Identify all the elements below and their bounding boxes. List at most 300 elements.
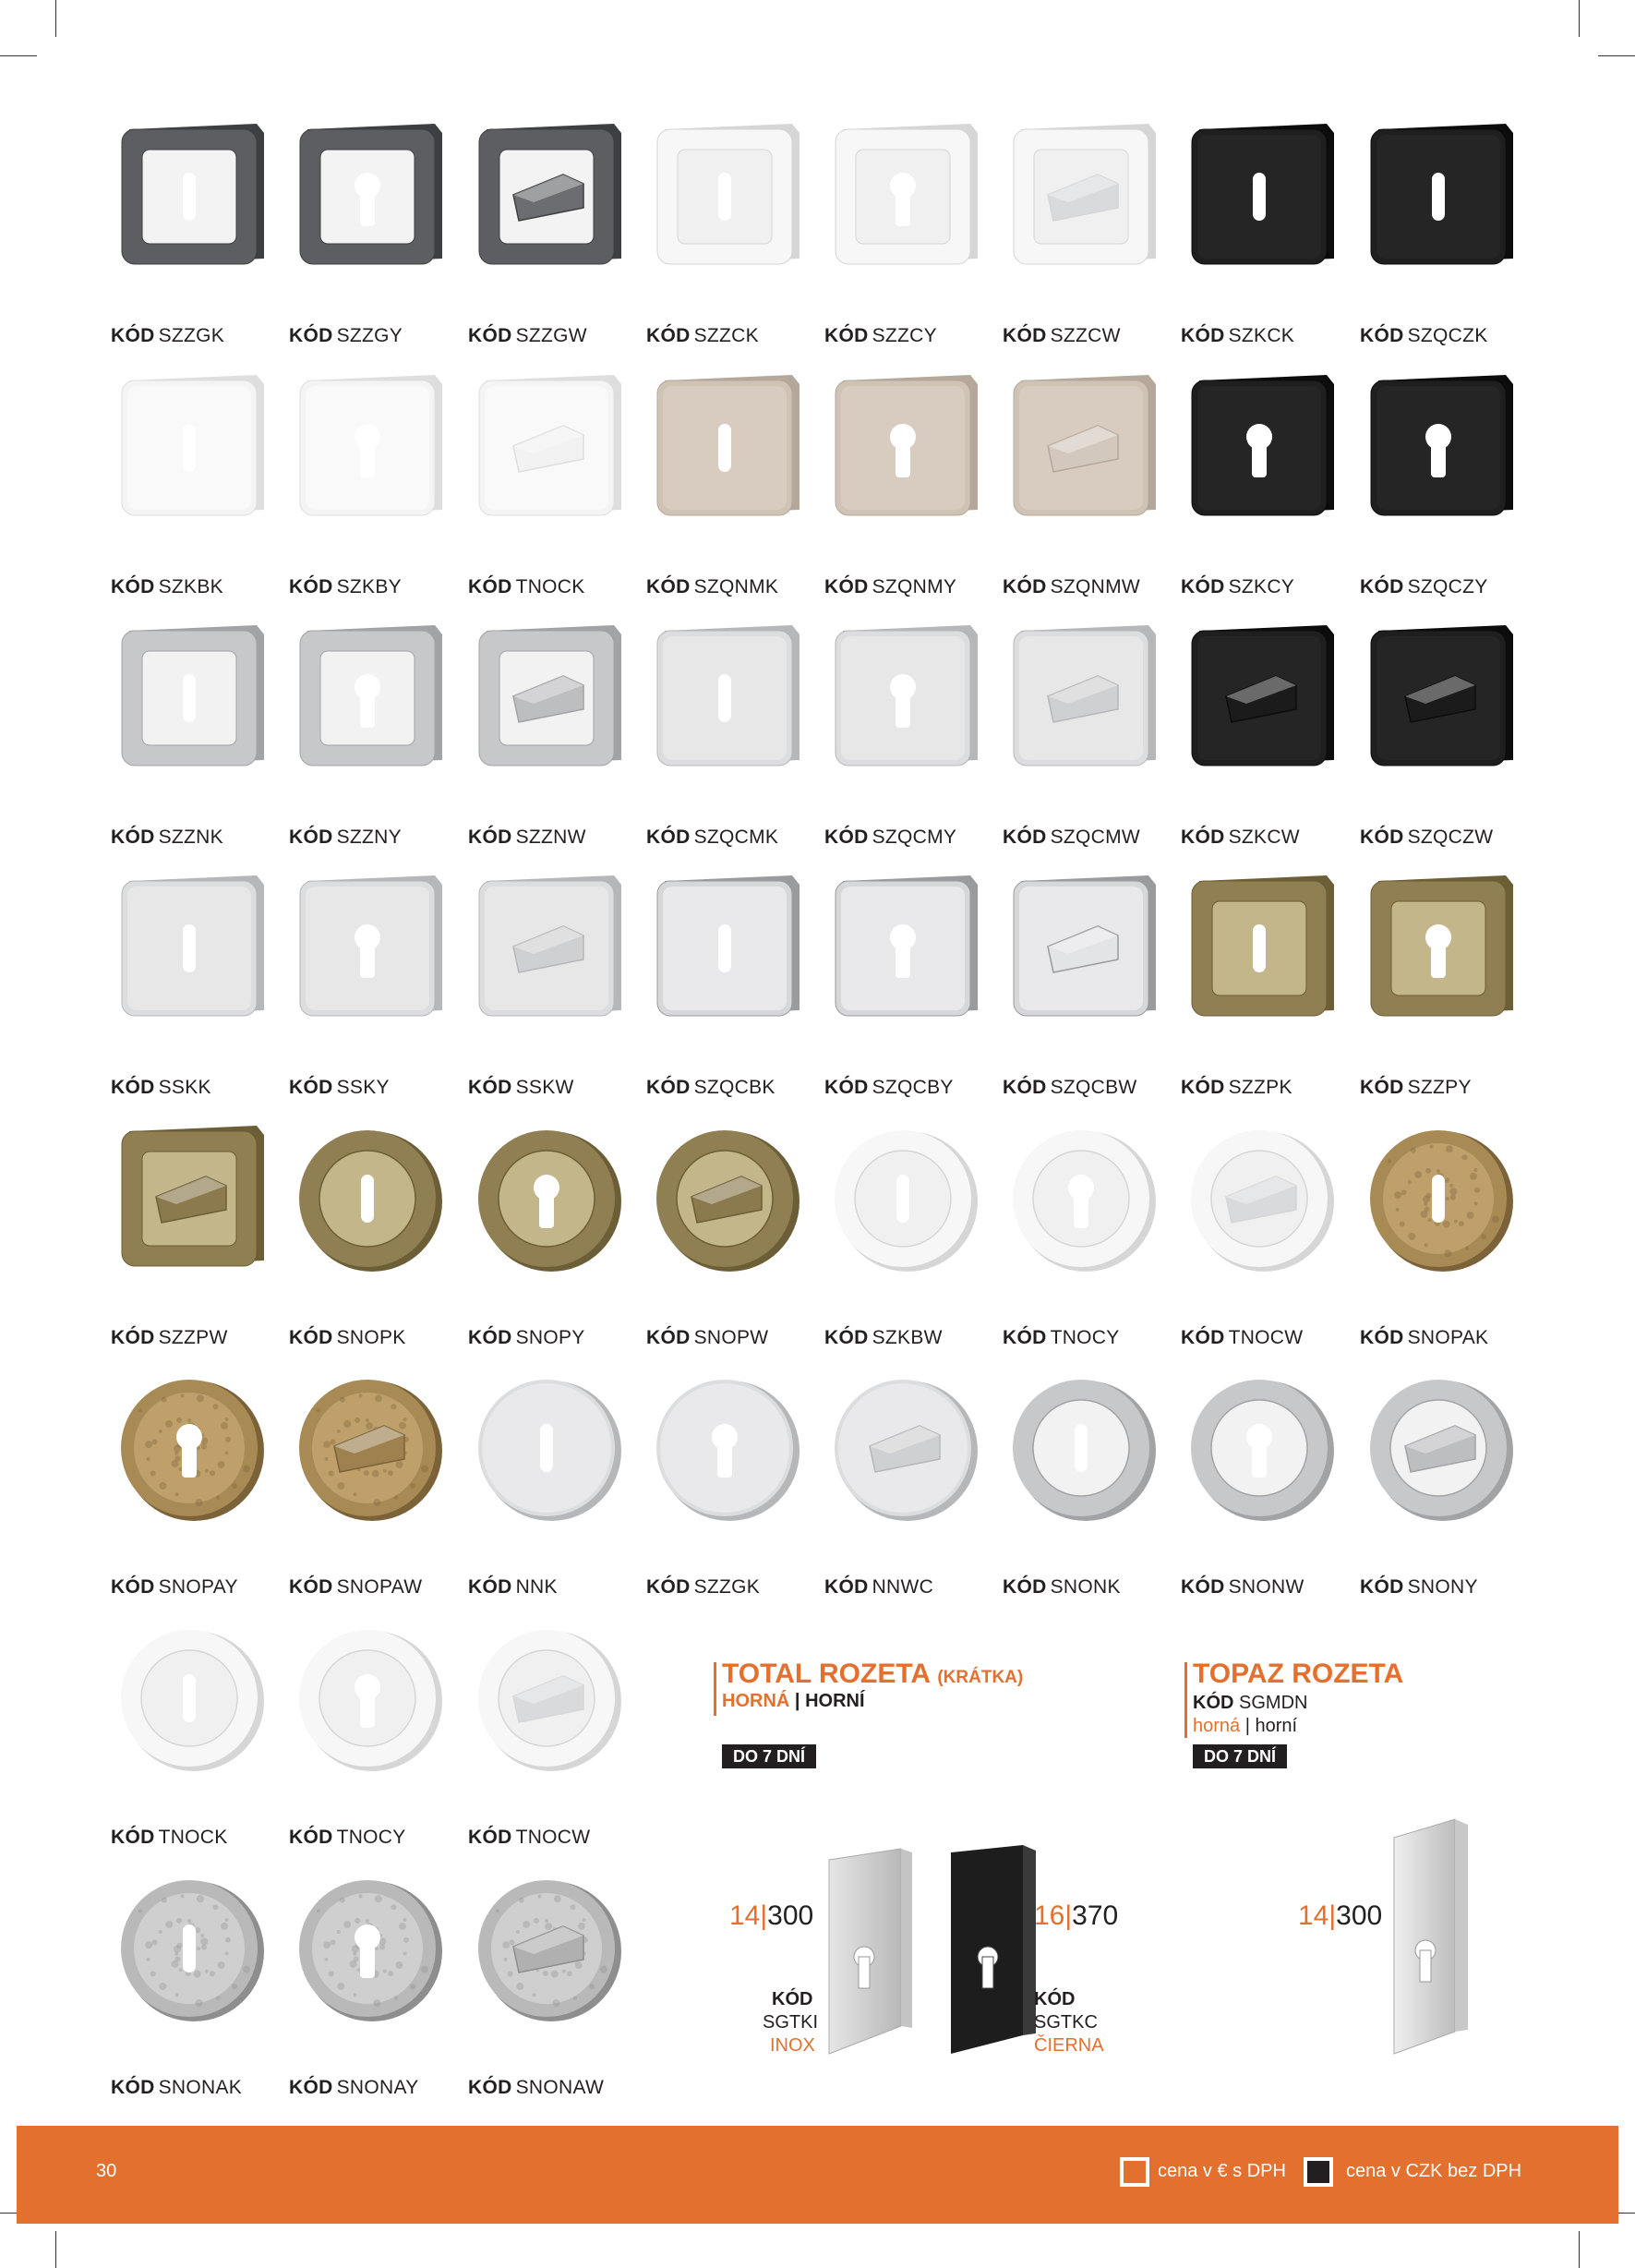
kod-label: KÓD bbox=[824, 826, 869, 848]
kod-label: KÓD bbox=[1003, 1077, 1047, 1098]
kod-label: KÓD bbox=[289, 826, 333, 848]
product-code bbox=[468, 826, 586, 849]
product-card bbox=[111, 120, 286, 346]
product-code bbox=[824, 1077, 954, 1099]
keyhole-icon bbox=[540, 1424, 553, 1472]
keyhole-icon bbox=[1432, 1175, 1445, 1223]
product-card bbox=[289, 1122, 464, 1348]
page-number: 30 bbox=[96, 2161, 117, 2181]
rosette-image bbox=[646, 120, 817, 282]
rosette-image bbox=[1360, 1371, 1531, 1533]
product-card bbox=[1003, 1122, 1178, 1348]
product-card bbox=[824, 120, 1000, 346]
section-rule bbox=[1184, 1662, 1187, 1738]
product-code-value: SZQCZY bbox=[1407, 576, 1488, 597]
product-card bbox=[289, 120, 464, 346]
kod-label: KÓD bbox=[1003, 576, 1047, 597]
product-code bbox=[1360, 1077, 1472, 1099]
kod-label: KÓD bbox=[468, 1327, 512, 1348]
product-code-value: NNWC bbox=[872, 1576, 934, 1598]
product-code bbox=[824, 1327, 943, 1349]
product-code-value: SZZPY bbox=[1407, 1077, 1472, 1098]
rosette-image bbox=[111, 120, 282, 282]
product-code bbox=[824, 576, 956, 598]
product-code-value: SNOPAY bbox=[158, 1576, 238, 1598]
product-code bbox=[289, 2077, 419, 2099]
product-code-value: TNOCK bbox=[515, 576, 585, 597]
product-code bbox=[111, 1327, 228, 1349]
rosette-image bbox=[468, 1622, 639, 1783]
kod-label: KÓD bbox=[1360, 576, 1404, 597]
rosette-image bbox=[111, 1622, 282, 1783]
rosette-image bbox=[289, 1371, 460, 1533]
kod-label: KÓD bbox=[824, 325, 869, 346]
keyhole-icon bbox=[1432, 173, 1445, 221]
product-code bbox=[1181, 1576, 1304, 1598]
product-code bbox=[111, 325, 224, 347]
rosette-image bbox=[646, 872, 817, 1033]
product-code bbox=[289, 325, 403, 347]
product-code bbox=[1360, 1327, 1488, 1349]
product-code bbox=[111, 1576, 238, 1598]
kod-label: KÓD bbox=[646, 1327, 691, 1348]
product-code bbox=[646, 1576, 760, 1598]
product-code-value: TNOCY bbox=[1050, 1327, 1120, 1348]
product-code bbox=[1360, 325, 1488, 347]
total-price-2: 16|370 bbox=[1034, 1900, 1119, 1931]
product-code bbox=[111, 1077, 211, 1099]
product-card bbox=[824, 872, 1000, 1098]
rosette-image bbox=[111, 371, 282, 533]
rosette-image bbox=[1181, 621, 1352, 783]
keyhole-icon bbox=[183, 173, 196, 221]
product-card bbox=[1360, 120, 1535, 346]
product-code bbox=[1181, 826, 1300, 849]
rosette-image bbox=[1003, 872, 1173, 1033]
product-code-value: SZQNMW bbox=[1050, 576, 1141, 597]
rosette-image bbox=[468, 872, 639, 1033]
product-card bbox=[468, 120, 643, 346]
keyhole-icon bbox=[1075, 1424, 1088, 1472]
kod-label: KÓD bbox=[646, 1077, 691, 1098]
kod-label: KÓD bbox=[646, 1576, 691, 1598]
delivery-badge: DO 7 DNÍ bbox=[722, 1744, 816, 1768]
kod-label: KÓD bbox=[1181, 576, 1225, 597]
product-code bbox=[468, 2077, 604, 2099]
topaz-price: 14|300 bbox=[1298, 1900, 1383, 1931]
product-card bbox=[111, 621, 286, 848]
topaz-code: KÓD SGMDN bbox=[1193, 1693, 1308, 1713]
product-card bbox=[824, 621, 1000, 848]
product-code-value: NNK bbox=[515, 1576, 558, 1598]
product-card bbox=[111, 1622, 286, 1848]
total-product-2-color: ČIERNA bbox=[1034, 2035, 1104, 2056]
rosette-image bbox=[111, 872, 282, 1033]
product-card bbox=[1003, 1371, 1178, 1598]
product-code-value: SNOPK bbox=[336, 1327, 406, 1348]
keyhole-icon bbox=[183, 924, 196, 972]
product-code-value: TNOCW bbox=[1228, 1327, 1304, 1348]
product-code bbox=[289, 826, 402, 849]
product-code-value: TNOCY bbox=[336, 1827, 406, 1848]
kod-label: KÓD bbox=[1003, 826, 1047, 848]
product-code-value: SNOPW bbox=[693, 1327, 769, 1348]
rosette-image bbox=[824, 1122, 995, 1284]
rosette-image bbox=[468, 1371, 639, 1533]
product-code bbox=[824, 826, 956, 849]
product-code-value: TNOCK bbox=[158, 1827, 228, 1848]
kod-label: KÓD bbox=[1360, 1576, 1404, 1598]
product-card bbox=[1181, 1122, 1356, 1348]
product-card bbox=[824, 371, 1000, 597]
product-code bbox=[646, 1327, 768, 1349]
product-card bbox=[468, 1122, 643, 1348]
product-code bbox=[111, 2077, 242, 2099]
kod-label: KÓD bbox=[1360, 325, 1404, 346]
product-card bbox=[468, 1622, 643, 1848]
product-card bbox=[1360, 621, 1535, 848]
rosette-image bbox=[289, 1622, 460, 1783]
kod-label: KÓD bbox=[111, 576, 155, 597]
product-card bbox=[646, 1371, 822, 1598]
rosette-image bbox=[111, 1371, 282, 1533]
kod-label: KÓD bbox=[468, 1077, 512, 1098]
kod-label: KÓD bbox=[1181, 826, 1225, 848]
footer-bar bbox=[17, 2126, 1618, 2224]
product-card bbox=[1181, 1371, 1356, 1598]
product-code bbox=[468, 1827, 590, 1849]
product-code bbox=[1360, 576, 1488, 598]
product-code-value: SZZPK bbox=[1228, 1077, 1292, 1098]
rosette-image bbox=[1003, 371, 1173, 533]
rosette-image bbox=[289, 371, 460, 533]
kod-label: KÓD bbox=[289, 1576, 333, 1598]
product-code-value: SZKBW bbox=[872, 1327, 943, 1348]
product-code bbox=[289, 1077, 390, 1099]
product-code-value: SZZPW bbox=[158, 1327, 228, 1348]
product-code-value: SZZNW bbox=[515, 826, 586, 848]
price-czk-legend-icon bbox=[1304, 2157, 1333, 2187]
rosette-image bbox=[111, 621, 282, 783]
kod-label: KÓD bbox=[646, 826, 691, 848]
product-code bbox=[1181, 576, 1294, 598]
rosette-image bbox=[646, 1371, 817, 1533]
product-code-value: SNONW bbox=[1228, 1576, 1304, 1598]
product-code-value: SZQCZW bbox=[1407, 826, 1494, 848]
crop-mark bbox=[55, 0, 56, 37]
rosette-image bbox=[824, 371, 995, 533]
rosette-image bbox=[1181, 1371, 1352, 1533]
product-code-value: SSKW bbox=[515, 1077, 574, 1098]
keyhole-icon bbox=[1253, 924, 1266, 972]
rosette-image bbox=[1003, 120, 1173, 282]
product-code-value: SZZCY bbox=[872, 325, 937, 346]
product-card bbox=[1360, 1371, 1535, 1598]
keyhole-icon bbox=[1253, 173, 1266, 221]
product-code bbox=[1360, 1576, 1478, 1598]
rosette-image bbox=[289, 1872, 460, 2033]
rosette-plate-inox bbox=[822, 1841, 932, 2063]
total-product-1-kod: KÓD bbox=[772, 1989, 813, 2009]
product-code bbox=[468, 1077, 574, 1099]
kod-label: KÓD bbox=[289, 1327, 333, 1348]
rosette-image bbox=[1181, 120, 1352, 282]
product-card bbox=[289, 1872, 464, 2098]
keyhole-icon bbox=[361, 1175, 374, 1223]
product-code bbox=[468, 325, 587, 347]
rosette-image bbox=[824, 872, 995, 1033]
product-card bbox=[1360, 1122, 1535, 1348]
kod-label: KÓD bbox=[468, 325, 512, 346]
product-code-value: SNOPAK bbox=[1407, 1327, 1489, 1348]
product-code bbox=[1181, 325, 1294, 347]
kod-label: KÓD bbox=[1181, 325, 1225, 346]
product-code-value: SZKCY bbox=[1228, 576, 1295, 597]
product-code-value: SZZNK bbox=[158, 826, 223, 848]
product-card bbox=[289, 1622, 464, 1848]
total-title: TOTAL ROZETA (KRÁTKA) bbox=[722, 1659, 1024, 1689]
crop-mark bbox=[0, 55, 37, 56]
product-code-value: SZZNY bbox=[336, 826, 402, 848]
product-card bbox=[289, 371, 464, 597]
product-card bbox=[289, 1371, 464, 1598]
kod-label: KÓD bbox=[646, 576, 691, 597]
product-card bbox=[1181, 371, 1356, 597]
product-code-value: SSKK bbox=[158, 1077, 211, 1098]
product-card bbox=[468, 1371, 643, 1598]
product-code-value: SZKBK bbox=[158, 576, 223, 597]
kod-label: KÓD bbox=[111, 826, 155, 848]
product-card bbox=[646, 371, 822, 597]
kod-label: KÓD bbox=[1003, 1327, 1047, 1348]
product-card bbox=[1181, 621, 1356, 848]
product-code bbox=[289, 1827, 406, 1849]
product-code bbox=[468, 1576, 558, 1598]
product-code-value: SZQCBY bbox=[872, 1077, 954, 1098]
kod-label: KÓD bbox=[824, 576, 869, 597]
product-code bbox=[468, 1327, 585, 1349]
rosette-image bbox=[646, 371, 817, 533]
product-code-value: SZQNMK bbox=[693, 576, 779, 597]
keyhole-icon bbox=[183, 424, 196, 472]
rosette-image bbox=[289, 1122, 460, 1284]
rosette-image bbox=[824, 621, 995, 783]
kod-label: KÓD bbox=[468, 1827, 512, 1848]
rosette-image bbox=[1003, 1371, 1173, 1533]
product-code bbox=[646, 325, 759, 347]
product-code-value: SNONAY bbox=[336, 2077, 419, 2098]
product-code bbox=[646, 826, 778, 849]
product-card bbox=[1181, 120, 1356, 346]
section-rule bbox=[714, 1662, 716, 1716]
kod-label: KÓD bbox=[468, 576, 512, 597]
product-code-value: SZKCW bbox=[1228, 826, 1300, 848]
rosette-image bbox=[468, 371, 639, 533]
product-card bbox=[468, 872, 643, 1098]
product-card bbox=[824, 1122, 1000, 1348]
keyhole-icon bbox=[183, 1674, 196, 1722]
rosette-image bbox=[1360, 371, 1531, 533]
rosette-image bbox=[646, 1122, 817, 1284]
kod-label: KÓD bbox=[289, 1827, 333, 1848]
kod-label: KÓD bbox=[646, 325, 691, 346]
keyhole-icon bbox=[718, 173, 731, 221]
rosette-image bbox=[824, 1371, 995, 1533]
product-code-value: SZQNMY bbox=[872, 576, 957, 597]
kod-label: KÓD bbox=[111, 325, 155, 346]
product-code-value: SZZGW bbox=[515, 325, 587, 346]
product-code bbox=[1003, 1327, 1120, 1349]
product-code bbox=[289, 576, 402, 598]
product-code bbox=[1003, 826, 1140, 849]
product-card bbox=[1360, 371, 1535, 597]
product-card bbox=[111, 1122, 286, 1348]
product-code bbox=[1003, 576, 1140, 598]
keyhole-icon bbox=[896, 1175, 909, 1223]
kod-label: KÓD bbox=[1181, 1077, 1225, 1098]
total-product-2-code: SGTKC bbox=[1034, 2012, 1098, 2033]
price-czk-legend: cena v CZK bez DPH bbox=[1346, 2161, 1522, 2181]
product-code bbox=[1181, 1327, 1303, 1349]
kod-label: KÓD bbox=[824, 1327, 869, 1348]
product-code-value: SZKBY bbox=[336, 576, 402, 597]
product-card bbox=[468, 621, 643, 848]
product-code-value: SZZGY bbox=[336, 325, 403, 346]
product-code-value: SZQCMK bbox=[693, 826, 779, 848]
keyhole-icon bbox=[183, 1924, 196, 1972]
product-code-value: SNOPY bbox=[515, 1327, 585, 1348]
kod-label: KÓD bbox=[1003, 1576, 1047, 1598]
crop-mark bbox=[55, 2231, 56, 2268]
delivery-badge: DO 7 DNÍ bbox=[1193, 1744, 1287, 1768]
product-card bbox=[468, 1872, 643, 2098]
product-code bbox=[111, 826, 223, 849]
kod-label: KÓD bbox=[824, 1077, 869, 1098]
product-code bbox=[1003, 1077, 1137, 1099]
keyhole-icon bbox=[718, 674, 731, 722]
kod-label: KÓD bbox=[1360, 1077, 1404, 1098]
product-code bbox=[646, 1077, 775, 1099]
product-code bbox=[1003, 325, 1121, 347]
rosette-image bbox=[1360, 120, 1531, 282]
product-code bbox=[289, 1576, 422, 1598]
product-code-value: SZQCBW bbox=[1050, 1077, 1137, 1098]
rosette-image bbox=[1360, 1122, 1531, 1284]
total-product-1-code: SGTKI bbox=[763, 2012, 819, 2033]
rosette-image bbox=[468, 1872, 639, 2033]
product-code-value: SZZCW bbox=[1050, 325, 1121, 346]
product-code bbox=[824, 1576, 933, 1598]
keyhole-icon bbox=[718, 924, 731, 972]
rosette-image bbox=[1181, 872, 1352, 1033]
kod-label: KÓD bbox=[289, 1077, 333, 1098]
total-product-1-color: INOX bbox=[770, 2035, 815, 2056]
kod-label: KÓD bbox=[1181, 1327, 1225, 1348]
product-code-value: SNONY bbox=[1407, 1576, 1478, 1598]
product-code-value: SZZGK bbox=[158, 325, 225, 346]
product-code-value: SZZCK bbox=[693, 325, 759, 346]
rosette-image bbox=[1360, 872, 1531, 1033]
crop-mark bbox=[1598, 55, 1635, 56]
product-code-value: SNONK bbox=[1050, 1576, 1121, 1598]
product-code bbox=[1181, 1077, 1292, 1099]
product-code bbox=[824, 325, 937, 347]
kod-label: KÓD bbox=[111, 1077, 155, 1098]
product-code bbox=[468, 576, 585, 598]
product-card bbox=[646, 1122, 822, 1348]
product-code-value: SZQCMW bbox=[1050, 826, 1141, 848]
rosette-image bbox=[468, 1122, 639, 1284]
product-card bbox=[1360, 872, 1535, 1098]
price-eur-legend: cena v € s DPH bbox=[1158, 2161, 1286, 2181]
product-code-value: TNOCW bbox=[515, 1827, 591, 1848]
product-card bbox=[111, 371, 286, 597]
rosette-plate-topaz bbox=[1385, 1812, 1496, 2061]
product-card bbox=[289, 872, 464, 1098]
crop-mark bbox=[1579, 0, 1580, 37]
product-code-value: SNOPAW bbox=[336, 1576, 423, 1598]
kod-label: KÓD bbox=[824, 1576, 869, 1598]
kod-label: KÓD bbox=[111, 2077, 155, 2098]
product-card bbox=[646, 120, 822, 346]
rosette-image bbox=[824, 120, 995, 282]
kod-label: KÓD bbox=[1360, 826, 1404, 848]
product-card bbox=[824, 1371, 1000, 1598]
rosette-image bbox=[646, 621, 817, 783]
product-code bbox=[646, 576, 778, 598]
product-card bbox=[289, 621, 464, 848]
product-card bbox=[111, 1371, 286, 1598]
kod-label: KÓD bbox=[111, 1827, 155, 1848]
product-card bbox=[1003, 621, 1178, 848]
rosette-image bbox=[111, 1872, 282, 2033]
product-card bbox=[1181, 872, 1356, 1098]
rosette-image bbox=[1003, 1122, 1173, 1284]
kod-label: KÓD bbox=[468, 2077, 512, 2098]
rosette-image bbox=[289, 120, 460, 282]
product-card bbox=[646, 621, 822, 848]
product-code-value: SZQCZK bbox=[1407, 325, 1488, 346]
rosette-image bbox=[468, 621, 639, 783]
rosette-image bbox=[468, 120, 639, 282]
kod-label: KÓD bbox=[468, 826, 512, 848]
product-code-value: SNONAK bbox=[158, 2077, 243, 2098]
product-code bbox=[1360, 826, 1493, 849]
product-code bbox=[111, 1827, 228, 1849]
kod-label: KÓD bbox=[289, 2077, 333, 2098]
kod-label: KÓD bbox=[1003, 325, 1047, 346]
rosette-image bbox=[289, 621, 460, 783]
kod-label: KÓD bbox=[289, 325, 333, 346]
topaz-subtitle: horná | horní bbox=[1193, 1716, 1298, 1736]
product-card bbox=[1003, 872, 1178, 1098]
kod-label: KÓD bbox=[111, 1576, 155, 1598]
product-code-value: SZQCMY bbox=[872, 826, 957, 848]
product-card bbox=[1003, 120, 1178, 346]
price-eur-legend-icon bbox=[1120, 2157, 1149, 2187]
product-card bbox=[1003, 371, 1178, 597]
product-card bbox=[111, 1872, 286, 2098]
product-code bbox=[111, 576, 223, 598]
product-card bbox=[468, 371, 643, 597]
rosette-image bbox=[289, 872, 460, 1033]
product-card bbox=[111, 872, 286, 1098]
total-subtitle: HORNÁ | HORNÍ bbox=[722, 1691, 865, 1711]
crop-mark bbox=[1579, 2231, 1580, 2268]
rosette-image bbox=[111, 1122, 282, 1284]
kod-label: KÓD bbox=[111, 1327, 155, 1348]
total-price-1: 14|300 bbox=[729, 1900, 814, 1931]
